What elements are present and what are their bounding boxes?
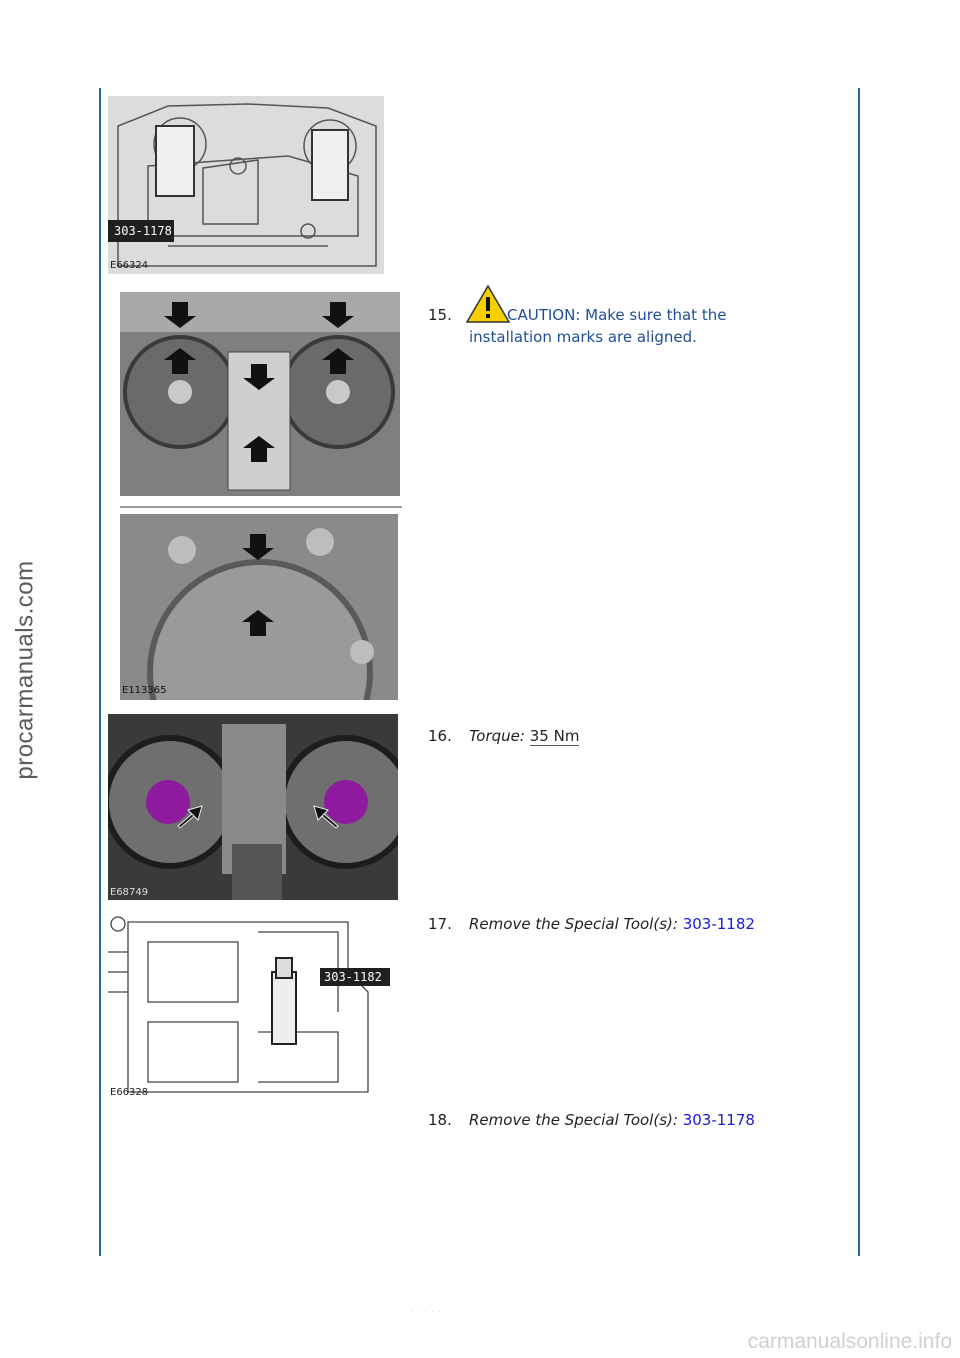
step-body [469, 913, 799, 935]
footer-page-text: · · · · · [410, 1305, 442, 1318]
figure-callout: 303-1178 [114, 224, 172, 238]
step-number: 17. [428, 915, 452, 933]
figure-code: E66328 [110, 1087, 149, 1098]
step-body [469, 284, 799, 348]
step-number: 16. [428, 727, 452, 745]
step-label: Remove the Special Tool(s): [469, 915, 678, 933]
special-tool-link-303-1178[interactable]: 303-1178 [682, 1111, 755, 1129]
bottom-watermark: carmanualsonline.info [747, 1330, 952, 1353]
figure-code: E68749 [110, 887, 149, 898]
figure-callout: 303-1182 [324, 970, 382, 984]
figure-camshaft-pulleys-torque [108, 714, 398, 900]
figure-special-tool-303-1182 [108, 912, 390, 1100]
right-border-line [858, 88, 860, 1256]
step-number: 15. [428, 306, 452, 324]
torque-label: Torque: [469, 727, 525, 745]
special-tool-link-303-1182[interactable]: 303-1182 [682, 915, 755, 933]
side-watermark [6, 540, 46, 800]
step-body [469, 725, 799, 747]
figure-code: E113365 [122, 685, 167, 696]
step-label: Remove the Special Tool(s): [469, 1111, 678, 1129]
warning-triangle-icon [465, 284, 511, 324]
caution-text: CAUTION: Make sure that the installation marks are aligned. [469, 306, 727, 346]
figure-code: E66324 [110, 260, 149, 271]
figure-installation-marks [120, 292, 402, 700]
torque-value: 35 Nm [529, 727, 580, 745]
step-body [469, 1109, 799, 1131]
step-number: 18. [428, 1111, 452, 1129]
figure-special-tool-303-1178 [108, 96, 384, 274]
side-watermark-text: procarmanuals.com [12, 560, 39, 780]
left-border-line [99, 88, 101, 1256]
